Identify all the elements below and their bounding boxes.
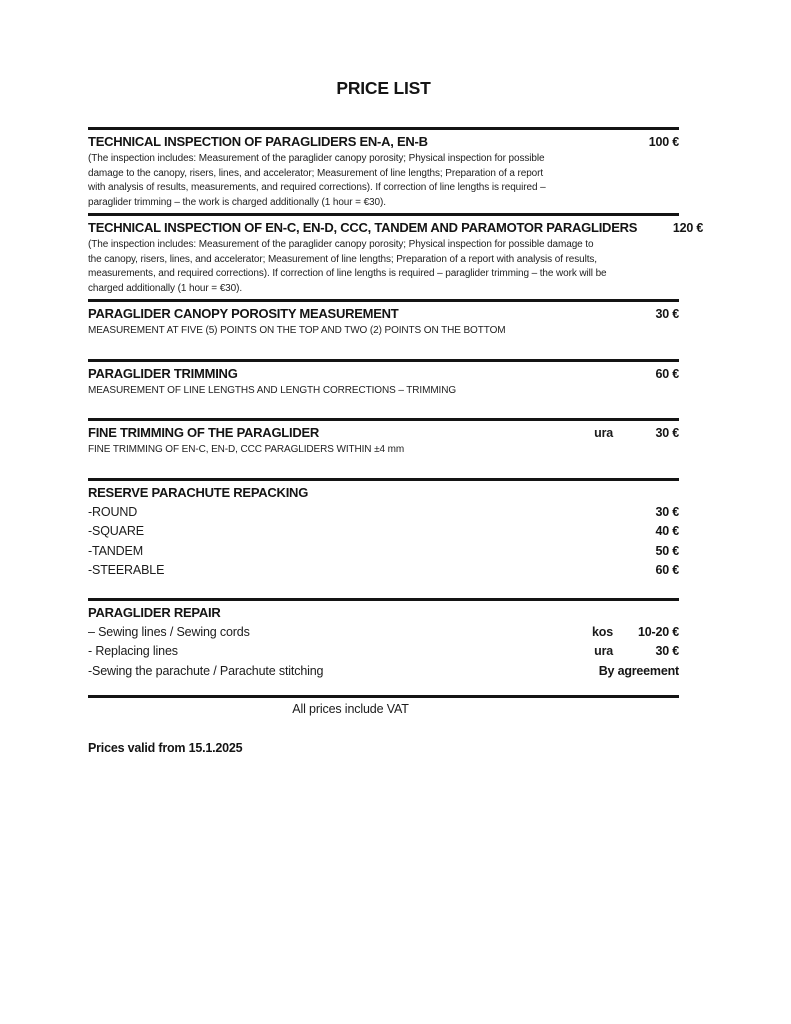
item-label: -Sewing the parachute / Parachute stitching [88,663,324,678]
price-value: 100 € [648,135,679,149]
section-header-row [88,302,679,322]
item-label: -STEERABLE [88,563,165,577]
section-heading: RESERVE PARACHUTE REPACKING [88,484,309,500]
section-canopy-porosity-measurement [88,299,679,359]
validity-note: Prices valid from 15.1.2025 [88,741,243,755]
list-item [88,522,679,542]
list-item [88,542,679,562]
price-value: 120 € [672,221,704,235]
price-value: By agreement [598,663,679,678]
unit-label: ura [594,426,613,440]
section-heading: PARAGLIDER REPAIR [88,604,221,620]
item-label: – Sewing lines / Sewing cords [88,624,250,639]
list-item [88,662,679,682]
section-heading: PARAGLIDER TRIMMING [88,365,238,381]
section-technical-inspection-en-c-d-ccc [88,213,704,299]
list-item [88,623,679,643]
list-item [88,561,679,581]
section-heading: TECHNICAL INSPECTION OF EN-C, EN-D, CCC, TANDEM AND PARAMOTOR PARAGLIDERS [88,220,638,235]
section-heading: PARAGLIDER CANOPY POROSITY MEASUREMENT [88,306,399,321]
price-value: 60 € [655,366,679,381]
page-title: PRICE LIST [336,78,431,98]
price-value: 30 € [655,644,679,658]
section-header-row [88,481,679,501]
item-label: - Replacing lines [88,644,178,658]
item-label: -ROUND [88,504,138,519]
price-value: 10-20 € [638,624,679,639]
section-reserve-parachute-repacking [88,478,679,598]
price-value: 50 € [655,543,679,558]
unit-label: kos [592,624,613,639]
section-paraglider-trimming [88,359,679,419]
list-item [88,503,679,523]
section-description: FINE TRIMMING OF EN-C, EN-D, CCC PARAGLIDERS WITHIN ±4 mm [88,444,405,455]
section-fine-trimming [88,418,679,478]
vat-note: All prices include VAT [292,702,409,716]
price-value: 60 € [655,563,679,577]
item-list [88,623,679,682]
section-paraglider-repair [88,598,679,696]
price-value: 30 € [655,426,679,440]
item-label: -TANDEM [88,543,143,558]
price-table [88,127,704,698]
section-header-row [88,421,679,441]
section-description: (The inspection includes: Measurement of the paraglider canopy porosity; Physical inspection for possible damage to the canopy, risers, lines, and accelerator; Measurement of line lengths; Preparation of a report with analysis of results, measurements, and required corrections). If correction of line lengths is required – paraglider trimming – the work will be charged additionally (1 hour = €30). [88,239,607,294]
section-description: MEASUREMENT AT FIVE (5) POINTS ON THE TOP AND TWO (2) POINTS ON THE BOTTOM [88,325,506,336]
list-item [88,642,679,662]
section-header-row [88,362,679,382]
section-header-row [88,601,679,621]
section-technical-inspection-en-a-en-b [88,127,679,213]
section-heading: FINE TRIMMING OF THE PARAGLIDER [88,425,320,440]
section-heading: TECHNICAL INSPECTION OF PARAGLIDERS EN-A, EN-B [88,134,428,149]
section-description: (The inspection includes: Measurement of the paraglider canopy porosity; Physical inspection for possible damage to the canopy, risers, lines, and accelerator; Measurement of line lengths; Preparation of a report with analysis of results, measurements, and required corrections). If correction of line lengths is required – paraglider trimming – the work is charged additionally (1 hour = €30). [88,153,546,208]
unit-label: ura [594,644,613,658]
section-header-row [88,216,704,236]
price-value: 40 € [655,524,679,538]
section-header-row [88,130,679,150]
price-value: 30 € [655,504,679,519]
item-list [88,503,679,581]
section-description: MEASUREMENT OF LINE LENGTHS AND LENGTH CORRECTIONS – TRIMMING [88,384,457,396]
item-label: -SQUARE [88,524,144,538]
price-value: 30 € [655,307,679,321]
